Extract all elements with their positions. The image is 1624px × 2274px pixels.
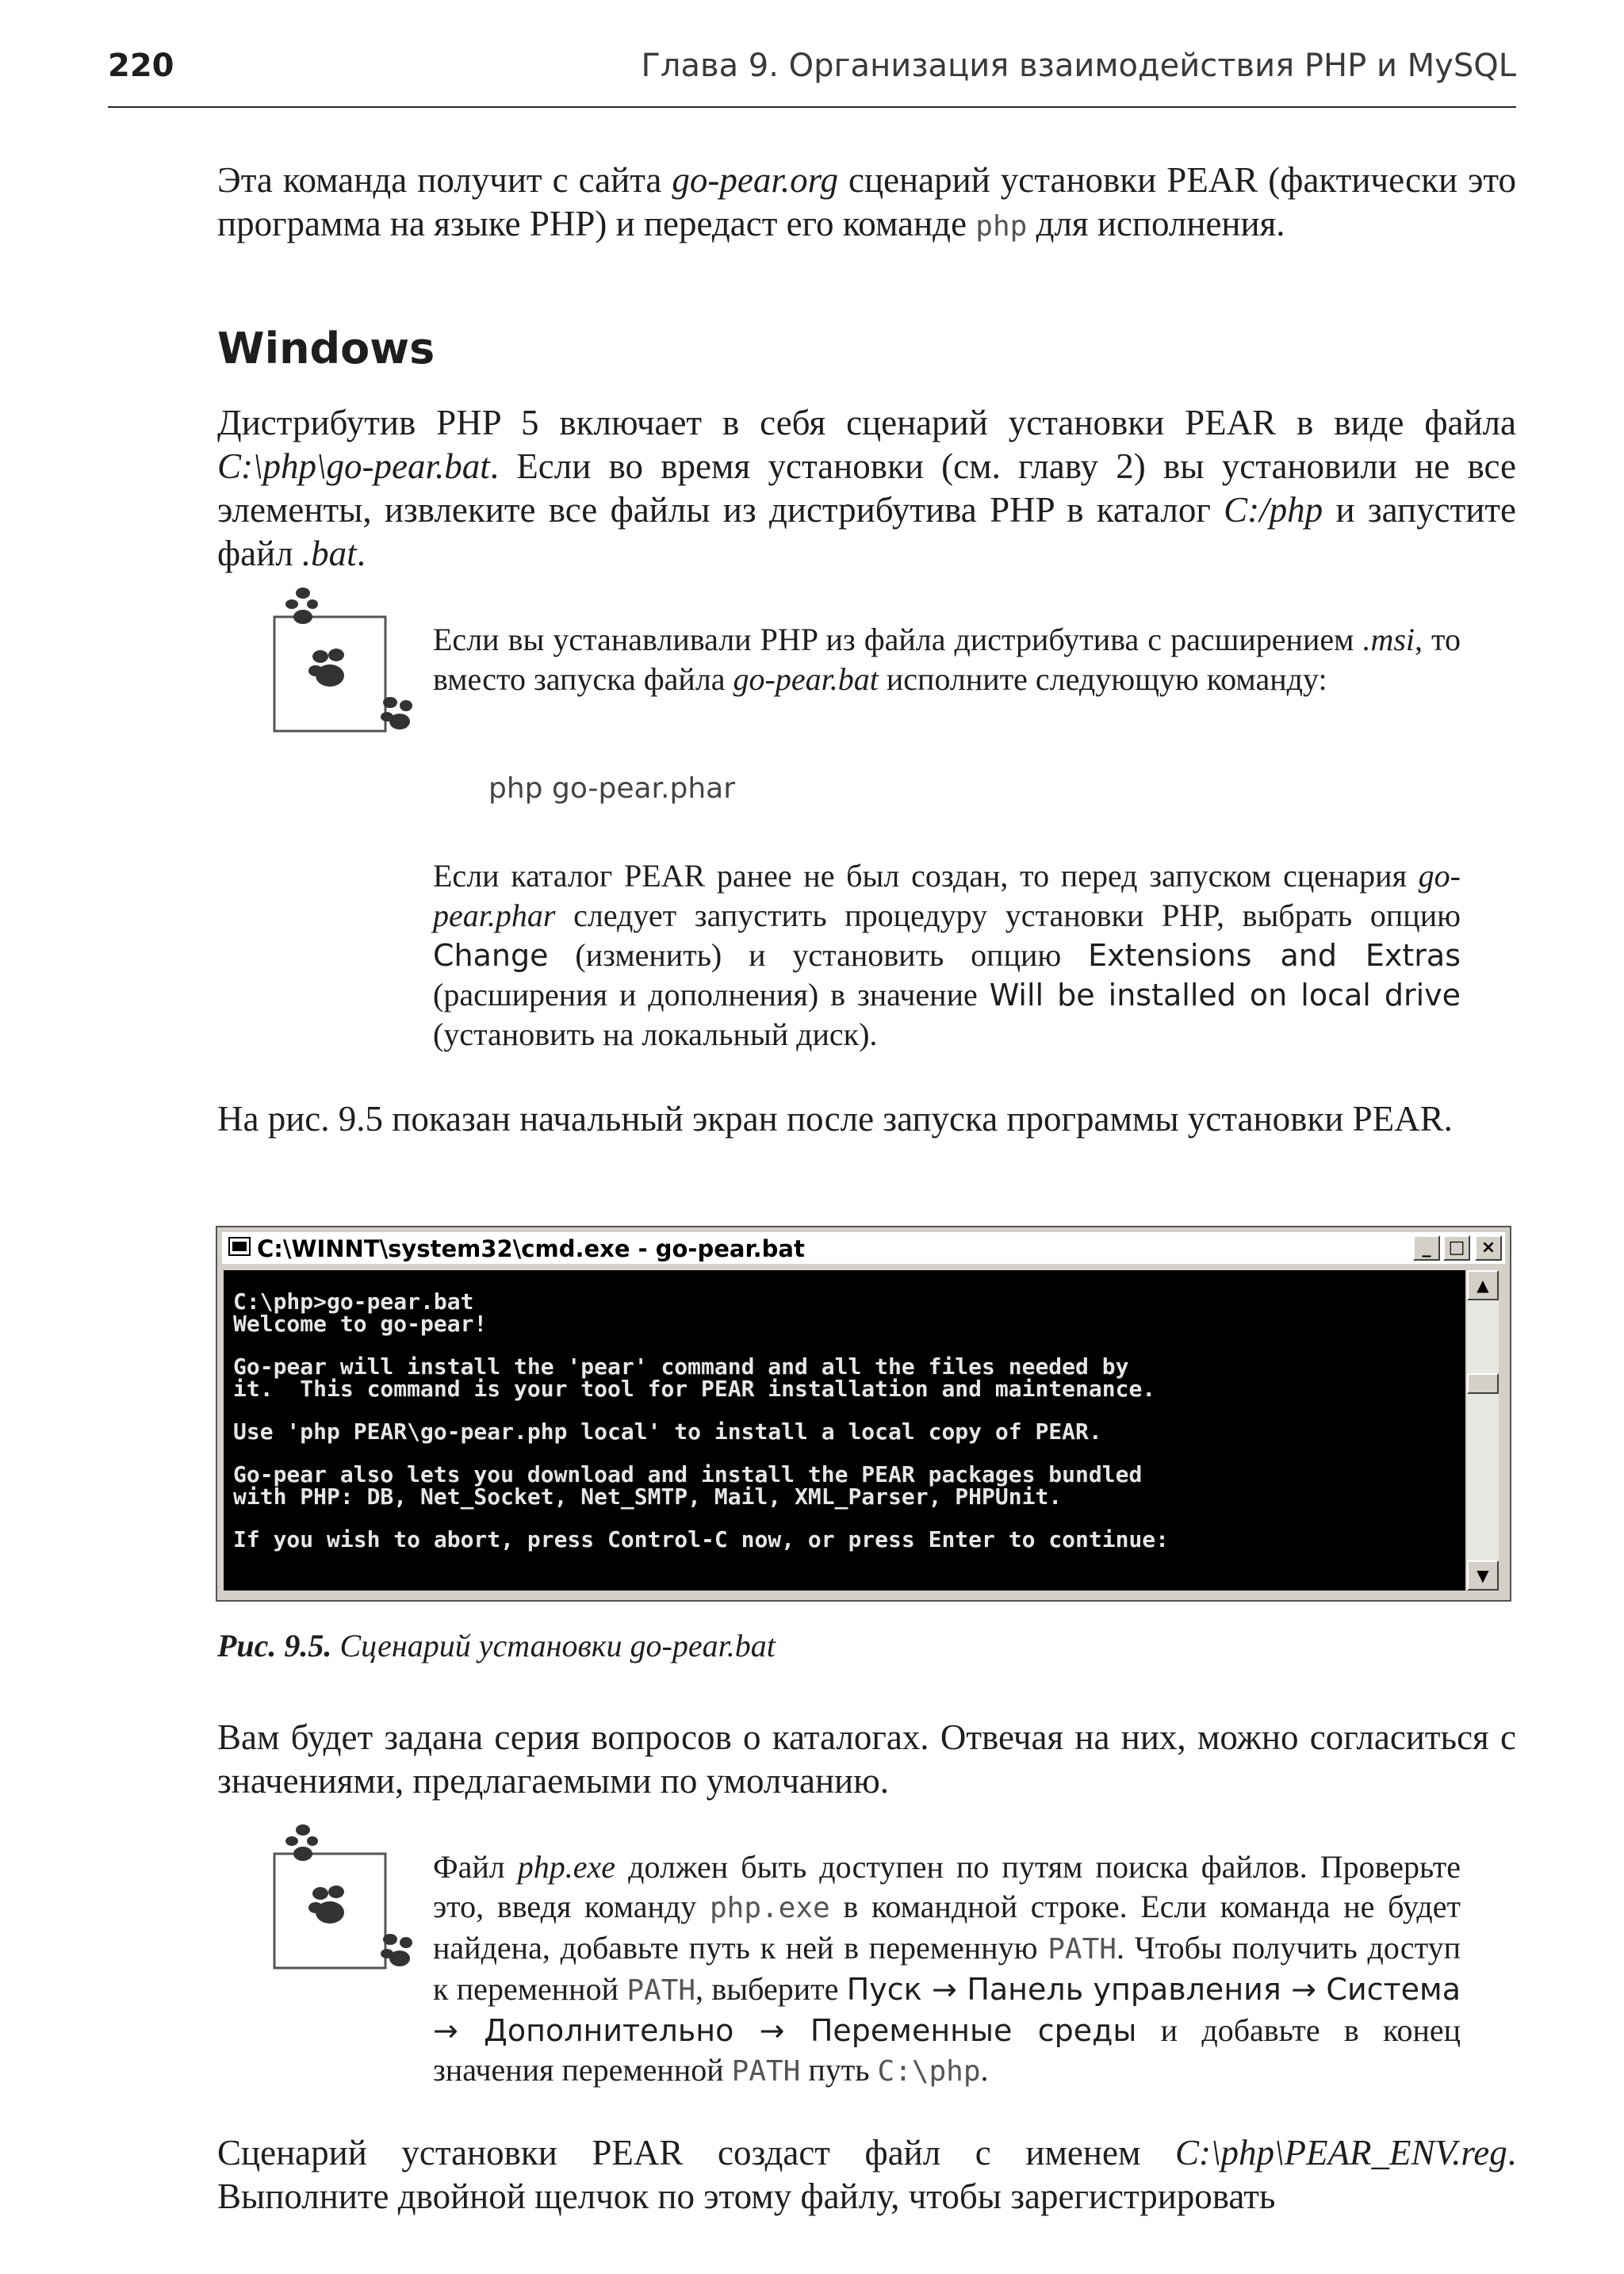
text-run: Эта команда получит с сайта (217, 160, 672, 200)
vertical-scrollbar[interactable] (1467, 1270, 1499, 1591)
console-line: with PHP: DB, Net_Socket, Net_SMTP, Mail, XML_Parser, PHPUnit. (233, 1483, 1063, 1510)
console-title: C:\WINNT\system32\cmd.exe - go-pear.bat (257, 1235, 805, 1262)
file-ext: .msi (1362, 622, 1415, 657)
tip-paw-icon (271, 585, 422, 736)
text-run: в командной строке. Если команда не будет найдена, добавьте путь к ней в переменную (433, 1889, 1461, 1966)
text-run: , выберите (695, 1971, 847, 2007)
figure-label: Рис. 9.5. (217, 1628, 332, 1663)
text-run: Дистрибутив PHP 5 включает в себя сценарий установки PEAR в виде файла (217, 403, 1516, 442)
scroll-down-arrow-icon[interactable]: ▼ (1467, 1560, 1499, 1591)
site-name: go-pear.org (672, 160, 838, 200)
inline-code: PATH (731, 2055, 801, 2088)
console-line: it. This command is your tool for PEAR installation and maintenance. (233, 1376, 1156, 1402)
file-path: C:\php\go-pear.bat (217, 446, 490, 486)
text-run: . Выполните двойной щелчок по этому файлу, чтобы зарегистрировать (217, 2133, 1516, 2216)
note-paragraph-1 (433, 620, 1461, 699)
page-header (108, 48, 1516, 108)
inline-code: C:\php (877, 2055, 981, 2088)
file-ext: .bat (301, 534, 357, 573)
ui-option: Extensions and Extras (1088, 938, 1461, 973)
code-command: php go-pear.phar (488, 772, 736, 805)
file-name: php.exe (517, 1849, 616, 1885)
console-line: Welcome to go-pear! (233, 1311, 488, 1337)
file-name: go-pear.phar (433, 858, 1461, 933)
figure-intro-paragraph: На рис. 9.5 показан начальный экран после запуска программы установки PEAR. (217, 1099, 1453, 1139)
console-titlebar (222, 1232, 1505, 1264)
text-run: . (980, 2052, 989, 2088)
console-line: Go-pear also lets you download and install the PEAR packages bundled (233, 1461, 1143, 1487)
text-run: . Чтобы получить доступ к переменной (433, 1930, 1461, 2007)
dir-path: C:/php (1224, 490, 1323, 530)
tip-paw-icon (271, 1822, 422, 1973)
figure-caption (217, 1627, 776, 1664)
ui-option: Will be installed on local drive (989, 978, 1461, 1013)
text-run: сценарий установки PEAR (фактически это программа на языке PHP) и передаст его команде (217, 160, 1516, 243)
text-run: должен быть доступен по путям поиска файлов. Проверьте это, введя команду (433, 1849, 1461, 1924)
minimize-button[interactable]: _ (1413, 1235, 1440, 1261)
inline-code: php.exe (709, 1892, 830, 1924)
text-run: исполните следующую команду: (878, 661, 1327, 697)
console-output[interactable] (224, 1270, 1465, 1591)
text-run: Если каталог PEAR ранее не был создан, то перед запуском сценария (433, 858, 1419, 894)
text-run: следует запустить процедуру установки PHP, выбрать опцию (555, 898, 1461, 933)
scroll-up-arrow-icon[interactable]: ▲ (1467, 1270, 1499, 1300)
console-line: C:\php>go-pear.bat (233, 1288, 474, 1315)
console-line: Go-pear will install the 'pear' command and all the files needed by (233, 1353, 1129, 1380)
console-line: If you wish to abort, press Control-C now, or press Enter to continue: (233, 1526, 1170, 1552)
text-run: путь (800, 2052, 878, 2088)
text-run: и запустите файл (217, 490, 1516, 573)
console-line: Use 'php PEAR\go-pear.php local' to install a local copy of PEAR. (233, 1418, 1102, 1445)
scroll-thumb[interactable] (1467, 1373, 1499, 1394)
questions-paragraph: Вам будет задана серия вопросов о каталогах. Отвечая на них, можно согласиться с значениями, предлагаемыми по умолчанию. (217, 1717, 1516, 1801)
text-run: Если вы устанавливали PHP из файла дистрибутива с расширением (433, 622, 1363, 657)
console-window (216, 1226, 1511, 1602)
text-run: (установить на локальный диск). (433, 1016, 878, 1052)
note-paragraph-2 (433, 856, 1461, 1055)
running-title: Глава 9. Организация взаимодействия PHP и MySQL (641, 48, 1516, 84)
ui-option: Change (433, 938, 549, 973)
text-run: (расширения и дополнения) в значение (433, 977, 990, 1013)
text-run: для исполнения. (1027, 204, 1285, 243)
text-run: Сценарий установки PEAR создаст файл с именем (217, 2133, 1176, 2173)
page-number: 220 (108, 48, 174, 84)
note-paragraph-3 (433, 1847, 1461, 2092)
text-run: (изменить) и установить опцию (548, 937, 1089, 973)
maximize-button[interactable]: □ (1443, 1235, 1470, 1261)
section-heading: Windows (217, 323, 435, 373)
close-button[interactable]: × (1475, 1235, 1502, 1261)
inline-code: php (975, 210, 1028, 243)
text-run: Файл (433, 1849, 518, 1885)
cmd-system-icon[interactable] (228, 1237, 251, 1256)
text-run: и добавьте в конец значения переменной (433, 2012, 1461, 2088)
intro-paragraph (217, 159, 1516, 248)
file-path: C:\php\PEAR_ENV.reg (1175, 2133, 1507, 2173)
text-run: . (356, 534, 366, 573)
text-run: . Если во время установки (см. главу 2) вы установили не все элементы, извлеките все файлы из дистрибутива PHP в каталог (217, 446, 1516, 530)
final-paragraph (217, 2131, 1516, 2218)
menu-path: Пуск → Панель управления → Система → Дополнительно → Переменные среды (433, 1972, 1461, 2048)
inline-code: PATH (626, 1974, 696, 2007)
figure-caption-text: Сценарий установки go-pear.bat (331, 1628, 776, 1663)
windows-paragraph (217, 401, 1516, 576)
text-run: , то вместо запуска файла (433, 622, 1461, 697)
file-name: go-pear.bat (733, 661, 879, 697)
inline-code: PATH (1048, 1933, 1116, 1966)
